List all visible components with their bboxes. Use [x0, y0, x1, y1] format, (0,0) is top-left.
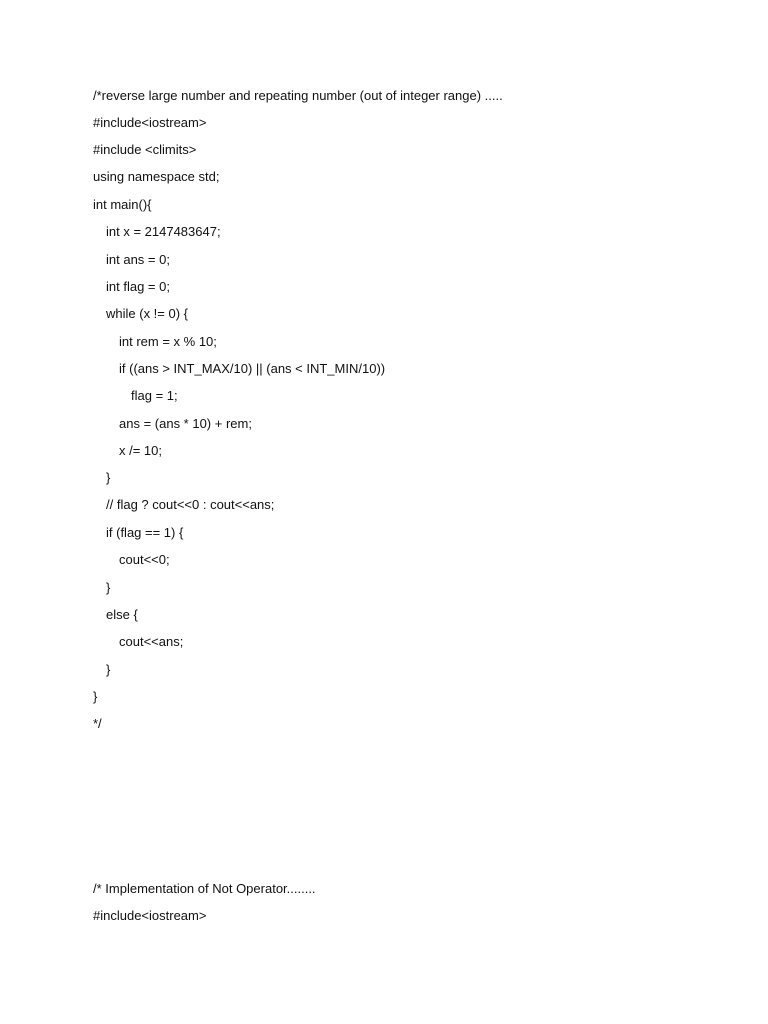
code-line: #include<iostream> — [93, 115, 207, 130]
code-line: } — [106, 580, 111, 595]
code-line: /* Implementation of Not Operator........ — [93, 881, 316, 896]
code-line: if (flag == 1) { — [106, 525, 184, 540]
code-line: } — [106, 470, 111, 485]
code-line: x /= 10; — [119, 443, 162, 458]
code-line: } — [106, 662, 111, 677]
code-line: // flag ? cout<<0 : cout<<ans; — [106, 497, 275, 512]
code-line: int flag = 0; — [106, 279, 170, 294]
code-line: cout<<0; — [119, 552, 170, 567]
code-line: cout<<ans; — [119, 634, 184, 649]
code-line: else { — [106, 607, 138, 622]
code-line: /*reverse large number and repeating number (out of integer range) ..... — [93, 88, 503, 103]
code-line: while (x != 0) { — [106, 306, 189, 321]
code-line: #include<iostream> — [93, 908, 207, 923]
code-line: int ans = 0; — [106, 252, 170, 267]
code-line: int x = 2147483647; — [106, 224, 221, 239]
code-line: ans = (ans * 10) + rem; — [119, 416, 252, 431]
code-line: using namespace std; — [93, 169, 220, 184]
code-line: int rem = x % 10; — [119, 334, 217, 349]
code-line: */ — [93, 716, 102, 731]
code-line: if ((ans > INT_MAX/10) || (ans < INT_MIN/10)) — [119, 361, 386, 376]
code-line: flag = 1; — [131, 388, 178, 403]
code-line: } — [93, 689, 98, 704]
code-line: #include <climits> — [93, 142, 197, 157]
code-line: int main(){ — [93, 197, 152, 212]
